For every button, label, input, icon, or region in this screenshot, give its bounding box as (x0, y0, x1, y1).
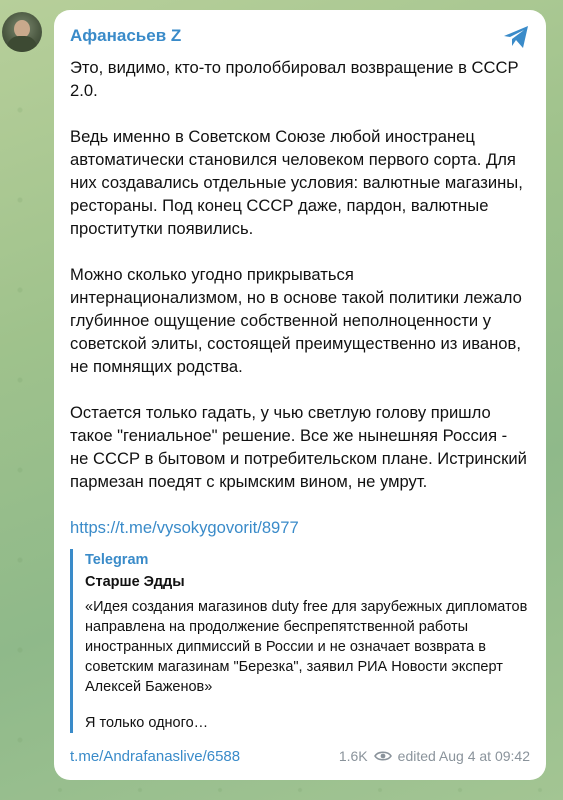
channel-avatar[interactable] (2, 12, 42, 52)
eye-icon (374, 750, 392, 762)
post-paragraph: Можно сколько угодно прикрываться интернационализмом, но в основе такой политики лежало глубинное ощущение собственной неполноценности у советской элиты, состоящей преимущественно из иванов, не помнящих родства. (70, 265, 522, 376)
post-paragraph: Ведь именно в Советском Союзе любой иностранец автоматически становился человеком первого сорта. Для них создавались отдельные условия: валютные магазины, рестораны. Под конец СССР даже, пардон, валютные проститутки появились. (70, 127, 523, 238)
avatar-body (7, 36, 37, 52)
view-count: 1.6K (338, 748, 368, 764)
permalink[interactable]: t.me/Andrafanaslive/6588 (70, 747, 241, 765)
author-name[interactable]: Афанасьев Z (70, 26, 182, 45)
message-footer (70, 744, 530, 768)
preview-body: «Идея создания магазинов duty free для зарубежных дипломатов направлена на продолжение беспрепятственной работы иностранных дипмиссий в России и не означает возврата в советским магазинам "Березка", заявил РИА Новости эксперт Алексей Баженов» (85, 599, 528, 695)
preview-more: Я только одного… (85, 715, 209, 731)
preview-title: Старше Эдды (85, 574, 185, 590)
edited-time: edited Aug 4 at 09:42 (397, 748, 530, 764)
post-paragraph: Это, видимо, кто-то пролоббировал возвращение в СССР 2.0. (70, 58, 519, 100)
message-bubble (54, 10, 546, 780)
post-paragraph: Остается только гадать, у чью светлую голову пришло такое "гениальное" решение. Все же нынешняя Россия - не СССР в бытовом и потребительском плане. Истринский пармезан поедят с крымским вином, не умрут. (70, 403, 527, 491)
message-meta (339, 748, 530, 764)
post-link[interactable]: https://t.me/vysokygovorit/8977 (70, 518, 299, 537)
post-text (70, 56, 530, 493)
link-preview[interactable] (70, 549, 530, 733)
preview-source: Telegram (85, 552, 149, 568)
share-icon[interactable] (502, 24, 530, 50)
